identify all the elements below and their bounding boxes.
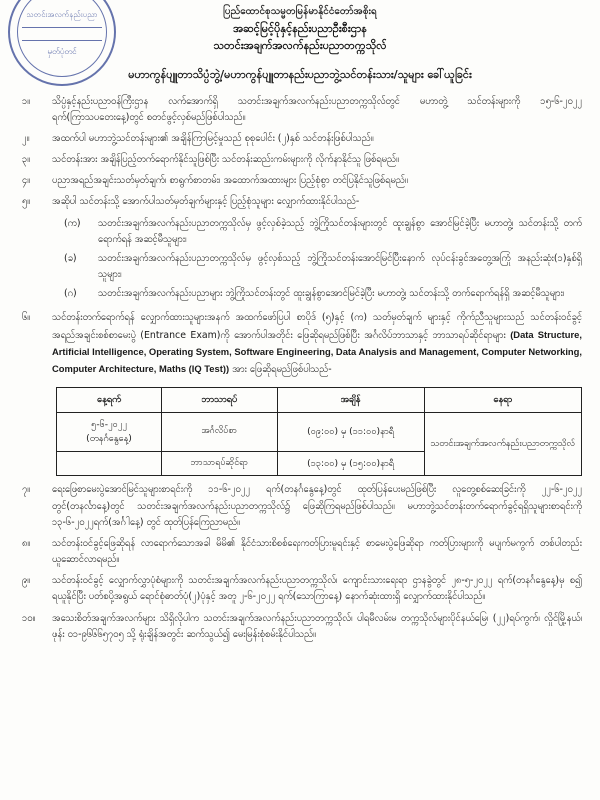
clause-text: အဆိုပါ သင်တန်းသို့ အောက်ပါသတ်မှတ်ချက်များနှင့် ပြည့်စုံသူများ လျှောက်ထားနိုင်ပါသည်- — [52, 196, 360, 208]
sub-clause-text: သတင်းအချက်အလက်နည်းပညာများ ဘွဲ့ကြိုသင်တန်းတွင် ထူးချွန်စွာအောင်မြင်ခဲ့ပြီး မဟာတွဲ့၊ သင်တန်းသို့ တက်ရောက်ရန်ရှိ အဆင့်မီသူများ၊ — [98, 288, 565, 300]
clause-number: ၅။ — [22, 196, 31, 208]
clause-number: ၂။ — [22, 132, 30, 144]
exam-schedule-table-wrap — [0, 383, 600, 482]
clause-number: ၃။ — [22, 154, 31, 166]
clause-number: ၁၀။ — [22, 612, 36, 624]
clause-item — [18, 536, 582, 568]
page-title: မဟာကွန်ပျူတာသိပ္ပံဘွဲ့/မဟာကွန်ပျူတာနည်းပညာဘွဲ့သင်တန်းသား/သူများ ခေါ်ယူခြင်း — [128, 67, 472, 81]
clause-text: သင်တန်းဝင်ခွင့် လျှောက်လွှာပုံစံများကို သတင်းအချက်အလက်နည်းပညာတက္ကသိုလ်၊ ကျောင်းသားရေးရာ ဌာနခွဲတွင် ၂၈-၅-၂၀၂၂ ရက်(တနင်္ဂနွေနေ့)မှ စ၍ ရယူနိုင်ပြီး ပတ်စပို့အရွယ် ရောင်စုံဓာတ်ပုံ(၂)ပုံနှင့် အတူ ၂-၆-၂၀၂၂ ရက်(သောကြာနေ့) နောက်ဆုံးထားရှိ လျှောက်ထားနိုင်ပါသည်။ — [52, 575, 582, 603]
seal-bottom-text: မှတ်ပုံတင် — [47, 47, 77, 56]
column-header-date: နေ့ရက် — [57, 388, 162, 413]
clause-item — [18, 173, 582, 189]
header-line-department: အဆင့်မြင့်ပိုနှင့်နည်းပညာဦးစီးဌာန — [233, 21, 367, 35]
column-header-subject: ဘာသာရပ် — [162, 388, 278, 413]
cell-date — [57, 451, 162, 476]
cell-date-weekday: (တနင်္ဂနွေနေ့) — [86, 432, 132, 444]
seal-divider — [22, 27, 102, 41]
clause-item — [18, 152, 582, 168]
sub-clause-item — [18, 286, 582, 302]
clause-number: ၆။ — [22, 312, 31, 324]
clause-item — [18, 573, 582, 605]
column-header-place: နေရာ — [424, 388, 582, 413]
cell-subject: ဘာသာရပ်ဆိုင်ရာ — [162, 451, 278, 476]
exam-schedule-table — [56, 387, 582, 476]
clause-item — [18, 611, 582, 643]
cell-subject: အင်္ဂလိပ်စာ — [162, 412, 278, 451]
clause-number: ၉။ — [22, 575, 31, 587]
clause-text: အသေးစိတ်အချက်အလက်များ သိရှိလိုပါက သတင်းအချက်အလက်နည်းပညာတက္ကသိုလ်၊ ပါရမီလမ်းမ တက္ကသိုလ်များပိုင်နယ်မြေ၊ (၂၂)ရပ်ကွက်၊ လှိုင်မြို့နယ်၊ ဖုန်း ၀၁-၉၆၆၆၅၇၀၅ သို့ ရုံးချိန်အတွင်း ဆက်သွယ်၍ မေးမြန်းစုံစမ်းနိုင်ပါသည်။ — [52, 612, 582, 640]
clause-number: ၁။ — [22, 95, 31, 107]
clause-item — [18, 94, 582, 126]
header-line-government: ပြည်ထောင်စုသမ္မတမြန်မာနိုင်ငံတော်အစိုးရ — [223, 6, 377, 17]
cell-date — [57, 412, 162, 451]
cell-time: (၀၉:၀၀) မှ (၁၁:၀၀)နာရီ — [277, 412, 424, 451]
sub-clause-marker: (က) — [64, 217, 81, 229]
table-header-row — [57, 388, 582, 413]
cell-time: (၁၃:၀၀) မှ (၁၅:၀၀)နာရီ — [277, 451, 424, 476]
sub-clause-text: သတင်းအချက်အလက်နည်းပညာတက္ကသိုလ်မှ ဖွင့်လှစ်သည့် ဘွဲ့ကြိုသင်တန်းအောင်မြင်ပြီးနောက် လုပ်ငန်းခွင်အတွေ့အကြုံ အနည်းဆုံး(၁)နှစ်ရှိသူများ၊ — [98, 252, 582, 281]
cell-date-value: ၅-၆-၂၀၂၂ — [91, 418, 127, 430]
document-body-lower — [0, 482, 600, 643]
sub-clause-marker: (ခ) — [64, 252, 77, 264]
clause6-part1: သင်တန်းတက်ရောက်ရန် လျှောက်ထားသူများအနက် အထက်ဖော်ပြပါ စာပိုဒ် (၅)နှင့် (က) သတ်မှတ်ချက် များနှင့် ကိုက်ညီသူများသည် သင်တန်းဝင်ခွင့်အရည်အချင်းစစ်စာမေးပွဲ (Entrance Exam)ကို အောက်ပါအတိုင်း ဖြေဆိုရမည်ဖြစ်ပြီး အင်္ဂလိပ်ဘာသာနှင့် ဘာသာရပ်ဆိုင်ရာများ — [52, 312, 582, 341]
clause-item-entrance-exam — [18, 310, 582, 378]
clause-text: ရေးဖြေစာမေးပွဲအောင်မြင်သူများစာရင်းကို ၁၁-၆-၂၀၂၂ ရက်(တနင်္ဂနွေနေ့)တွင် ထုတ်ပြန်ပေးမည်ဖြစ်ပြီး လူတွေ့စစ်ဆေးခြင်းကို ၂၂-၆-၂၀၂၂ တွင်(တနင်္လာနေ့)တွင် သတင်းအချက်အလက်နည်းပညာတက္ကသိုလ်၌ ဖြေဆိုကြရမည်ဖြစ်ပါသည်။ မဟာဘွဲ့သင်တန်းတက်ရောက်ခွင့်ရရှိသူများစာရင်းကို ၁၃-၆-၂၀၂၂ရက်(အင်္ဂါနေ့) တွင် ထုတ်ပြန်ကြေညာမည်။ — [52, 484, 582, 528]
exam-subjects-english: (Data Structure, Artificial Intelligence, Operating System, Software Engineering, Data Analysis and Management, Computer Networking, Computer Architecture, Maths (IQ Test)) — [52, 328, 582, 374]
table-row — [57, 412, 582, 451]
cell-place: သတင်းအချက်အလက်နည်းပညာတက္ကသိုလ် — [424, 412, 582, 475]
sub-clause-item — [18, 216, 582, 248]
column-header-time: အချိန် — [277, 388, 424, 413]
document-body — [0, 94, 600, 379]
clause-number: ၇။ — [22, 484, 31, 496]
sub-clause-text: သတင်းအချက်အလက်နည်းပညာတက္ကသိုလ်မှ ဖွင့်လှစ်ခဲ့သည့် ဘွဲ့ကြိုသင်တန်းများတွင် ထူးချွန်စွာ အောင်မြင်ခဲ့ပြီး မဟာတွဲ့၊ သင်တန်းသို့ တက်ရောက်ရန် အဆင့်မီသူများ၊ — [98, 217, 582, 245]
clause-text: ပညာအရည်အချင်းသတ်မှတ်ချက်၊ စာရွက်စာတမ်း၊ အထောက်အထားများ ပြည့်စုံစွာ တင်ပြနိုင်သူဖြစ်ရမည်။ — [52, 175, 408, 187]
seal-top-text: သတင်းအလက်နည်းပညာ — [26, 10, 98, 19]
clause-text — [52, 310, 582, 378]
sub-clause-marker: (ဂ) — [64, 288, 77, 300]
clause-number: ၈။ — [22, 537, 31, 549]
clause-text: သင်တန်းဝင်ခွင့်ဖြေဆိုရန် လာရောက်သောအခါ မိမိ၏ နိုင်ငံသားစိစစ်ရေးကတ်ပြားမူရင်းနှင့် စာမေးပွဲဖြေဆိုရာ ကတ်ပြားများကို မပျက်မကွက် တစ်ပါတည်း ယူဆောင်လာရမည်။ — [52, 537, 582, 566]
clause-text: သိပ္ပံနှင့်နည်းပညာဝန်ကြီးဌာန လက်အောက်ရှိ သတင်းအချက်အလက်နည်းပညာတက္ကသိုလ်တွင် မဟာတွဲ့ သင်တန်းများကို ၁၅-၆-၂၀၂၂ ရက်(ကြာသပတေးနေ့)တွင် စတင်ဖွင့်လှစ်မည်ဖြစ်ပါသည်။ — [52, 95, 582, 123]
clause-text: သင်တန်းအား အချိန်ပြည့်တက်ရောက်နိုင်သူဖြစ်ပြီး သင်တန်းဆည်းကမ်းများကို လိုက်နာနိုင်သူ ဖြစ်ရမည်။ — [52, 154, 399, 166]
clause-number: ၄။ — [22, 175, 31, 187]
clause-item — [18, 131, 582, 147]
header-line-university: သတင်းအချက်အလက်နည်းပညာတက္ကသိုလ် — [213, 38, 387, 52]
sub-clause-item — [18, 251, 582, 283]
clause-text: အထက်ပါ မဟာဘွဲ့သင်တန်းများ၏ အချိန်ကြာမြင့်မှုသည် စုစုပေါင်း (၂)နှစ် သင်တန်းဖြစ်ပါသည်။ — [52, 132, 374, 144]
clause-item — [18, 194, 582, 210]
clause6-part2: အား ဖြေဆိုရမည်ဖြစ်ပါသည်- — [229, 364, 332, 375]
clause-item — [18, 482, 582, 531]
